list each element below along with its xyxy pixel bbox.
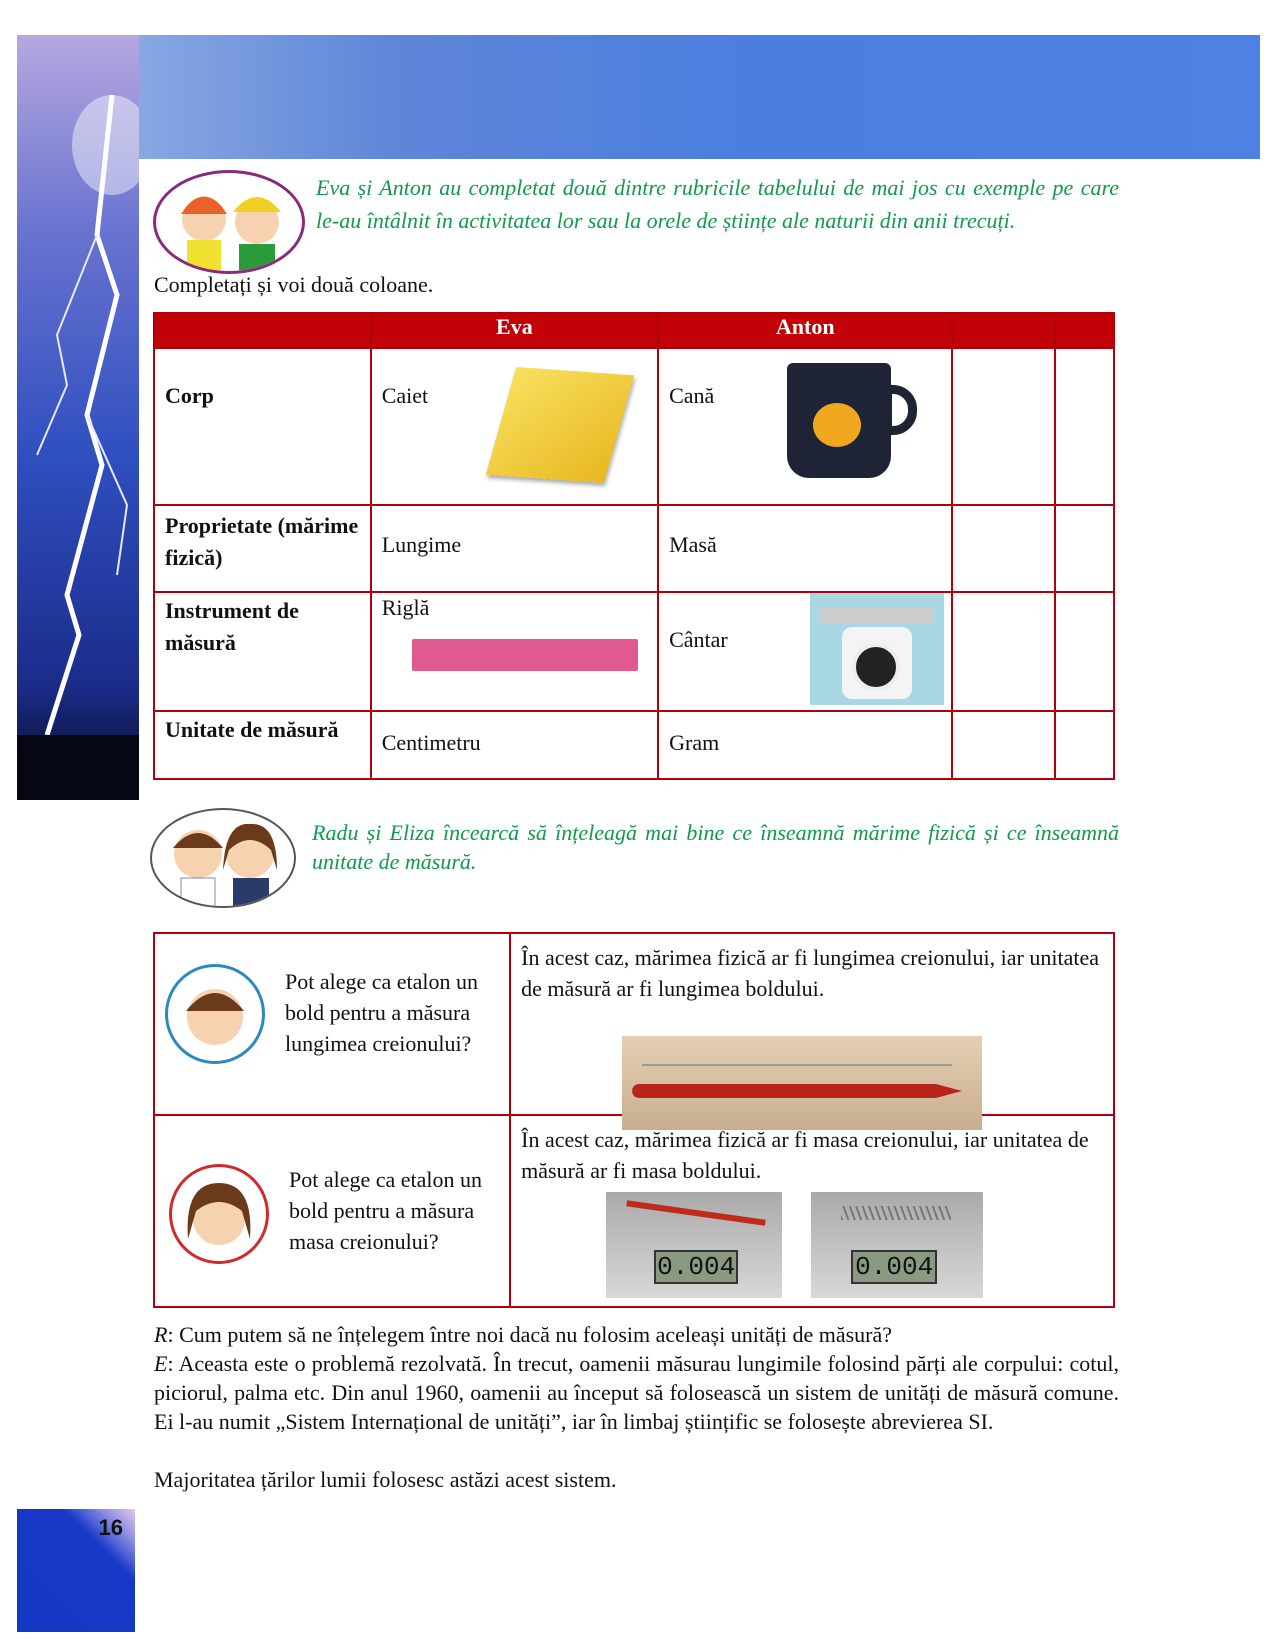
intro-text-2: Radu și Eliza încearcă să înțeleagă mai bine ce înseamnă mărime fizică și ce înseamnă unitate de măsură.	[312, 820, 1119, 874]
radu-avatar	[165, 964, 265, 1064]
mug-image	[787, 363, 891, 478]
page-number: 16	[98, 1515, 123, 1540]
table-row	[154, 1115, 1114, 1307]
answer-text: În acest caz, mărimea fizică ar fi lungimea creionului, iar unitatea de măsură ar fi lungimea boldului.	[521, 945, 1099, 1001]
cell-text: Cană	[669, 383, 715, 408]
blank-cell[interactable]	[1055, 592, 1114, 711]
blank-cell[interactable]	[952, 711, 1055, 779]
blank-cell[interactable]	[1055, 711, 1114, 779]
eva-cell	[371, 592, 658, 711]
blank-cell[interactable]	[952, 592, 1055, 711]
row-label: Corp	[154, 348, 371, 505]
table-row	[154, 505, 1114, 592]
scale-display: 0.004	[851, 1250, 937, 1284]
dialog-e	[154, 1349, 1119, 1436]
blank-cell[interactable]	[952, 505, 1055, 592]
table-row	[154, 933, 1114, 1115]
eliza-avatar	[169, 1164, 269, 1264]
closing-text: Majoritatea țărilor lumii folosesc astăzi acest sistem.	[154, 1467, 617, 1492]
scale-pencil-image	[606, 1192, 782, 1298]
page-number-badge	[17, 1509, 135, 1632]
lightning-bolt-icon	[17, 35, 139, 800]
cell-text: Caiet	[381, 383, 429, 408]
lightning-image	[17, 35, 139, 800]
eva-cell	[371, 348, 658, 505]
blank-cell[interactable]	[1055, 505, 1114, 592]
dialog-r	[154, 1320, 1119, 1349]
table-row	[154, 348, 1114, 505]
header-blank-2[interactable]	[1055, 313, 1114, 348]
intro-text-1: Eva și Anton au completat două dintre rubricile tabelului de mai jos cu exemple pe care le-au întâlnit în activitatea lor sau la orele de științe ale naturii din anii trecuți.	[316, 175, 1119, 233]
row-label: Instrument de măsură	[154, 592, 371, 711]
eva-cell: Lungime	[371, 505, 658, 592]
kitchen-scale-image	[810, 593, 944, 705]
table-header-row	[154, 313, 1114, 348]
etalon-table	[153, 932, 1115, 1308]
notebook-image	[486, 367, 634, 483]
answer-cell	[510, 1115, 1114, 1307]
blank-cell[interactable]	[1055, 348, 1114, 505]
radu-eliza-avatar	[150, 808, 296, 908]
dialog-e-text: : Aceasta este o problemă rezolvată. În trecut, oamenii măsurau lungimile folosind părți ale corpului: cotul, piciorul, palma etc. Din anul 1960, oamenii au început să folosească un sistem de unități de măsură comune. Ei l-au numit „Sistem Internațional de unități”, iar în limbaj științific se folosește abrevierea SI.	[154, 1351, 1119, 1434]
eva-anton-avatar	[153, 170, 305, 274]
speaker-e: E	[154, 1351, 168, 1376]
anton-cell: Gram	[658, 711, 952, 779]
header-anton: Anton	[658, 313, 952, 348]
header-empty	[154, 313, 371, 348]
scale-pins-image	[811, 1192, 983, 1298]
row-label: Unitate de măsură	[154, 711, 371, 779]
scale-display: 0.004	[654, 1250, 738, 1284]
question-cell	[154, 933, 510, 1115]
speaker-r: R	[154, 1322, 168, 1347]
instruction-text: Completați și voi două coloane.	[154, 272, 434, 297]
dialog-r-text: : Cum putem să ne înțelegem între noi dacă nu folosim aceleași unități de măsură?	[167, 1322, 893, 1347]
anton-cell	[658, 592, 952, 711]
question-text: Pot alege ca etalon un bold pentru a măsura masa creionului?	[289, 1167, 483, 1254]
table-row	[154, 711, 1114, 779]
anton-cell	[658, 348, 952, 505]
header-band	[17, 35, 1260, 159]
properties-table	[153, 312, 1115, 780]
table-row	[154, 592, 1114, 711]
header-eva: Eva	[371, 313, 658, 348]
question-text: Pot alege ca etalon un bold pentru a măsura lungimea creionului?	[285, 969, 479, 1056]
row-label: Proprietate (mărime fizică)	[154, 505, 371, 592]
answer-text: În acest caz, mărimea fizică ar fi masa creionului, iar unitatea de măsură ar fi masa boldului.	[521, 1127, 1089, 1183]
ruler-image	[412, 639, 638, 671]
answer-cell	[510, 933, 1114, 1115]
cell-text: Riglă	[381, 595, 430, 620]
anton-cell: Masă	[658, 505, 952, 592]
blank-cell[interactable]	[952, 348, 1055, 505]
eva-cell: Centimetru	[371, 711, 658, 779]
header-blank-1[interactable]	[952, 313, 1055, 348]
cell-text: Cântar	[669, 627, 728, 652]
question-cell	[154, 1115, 510, 1307]
